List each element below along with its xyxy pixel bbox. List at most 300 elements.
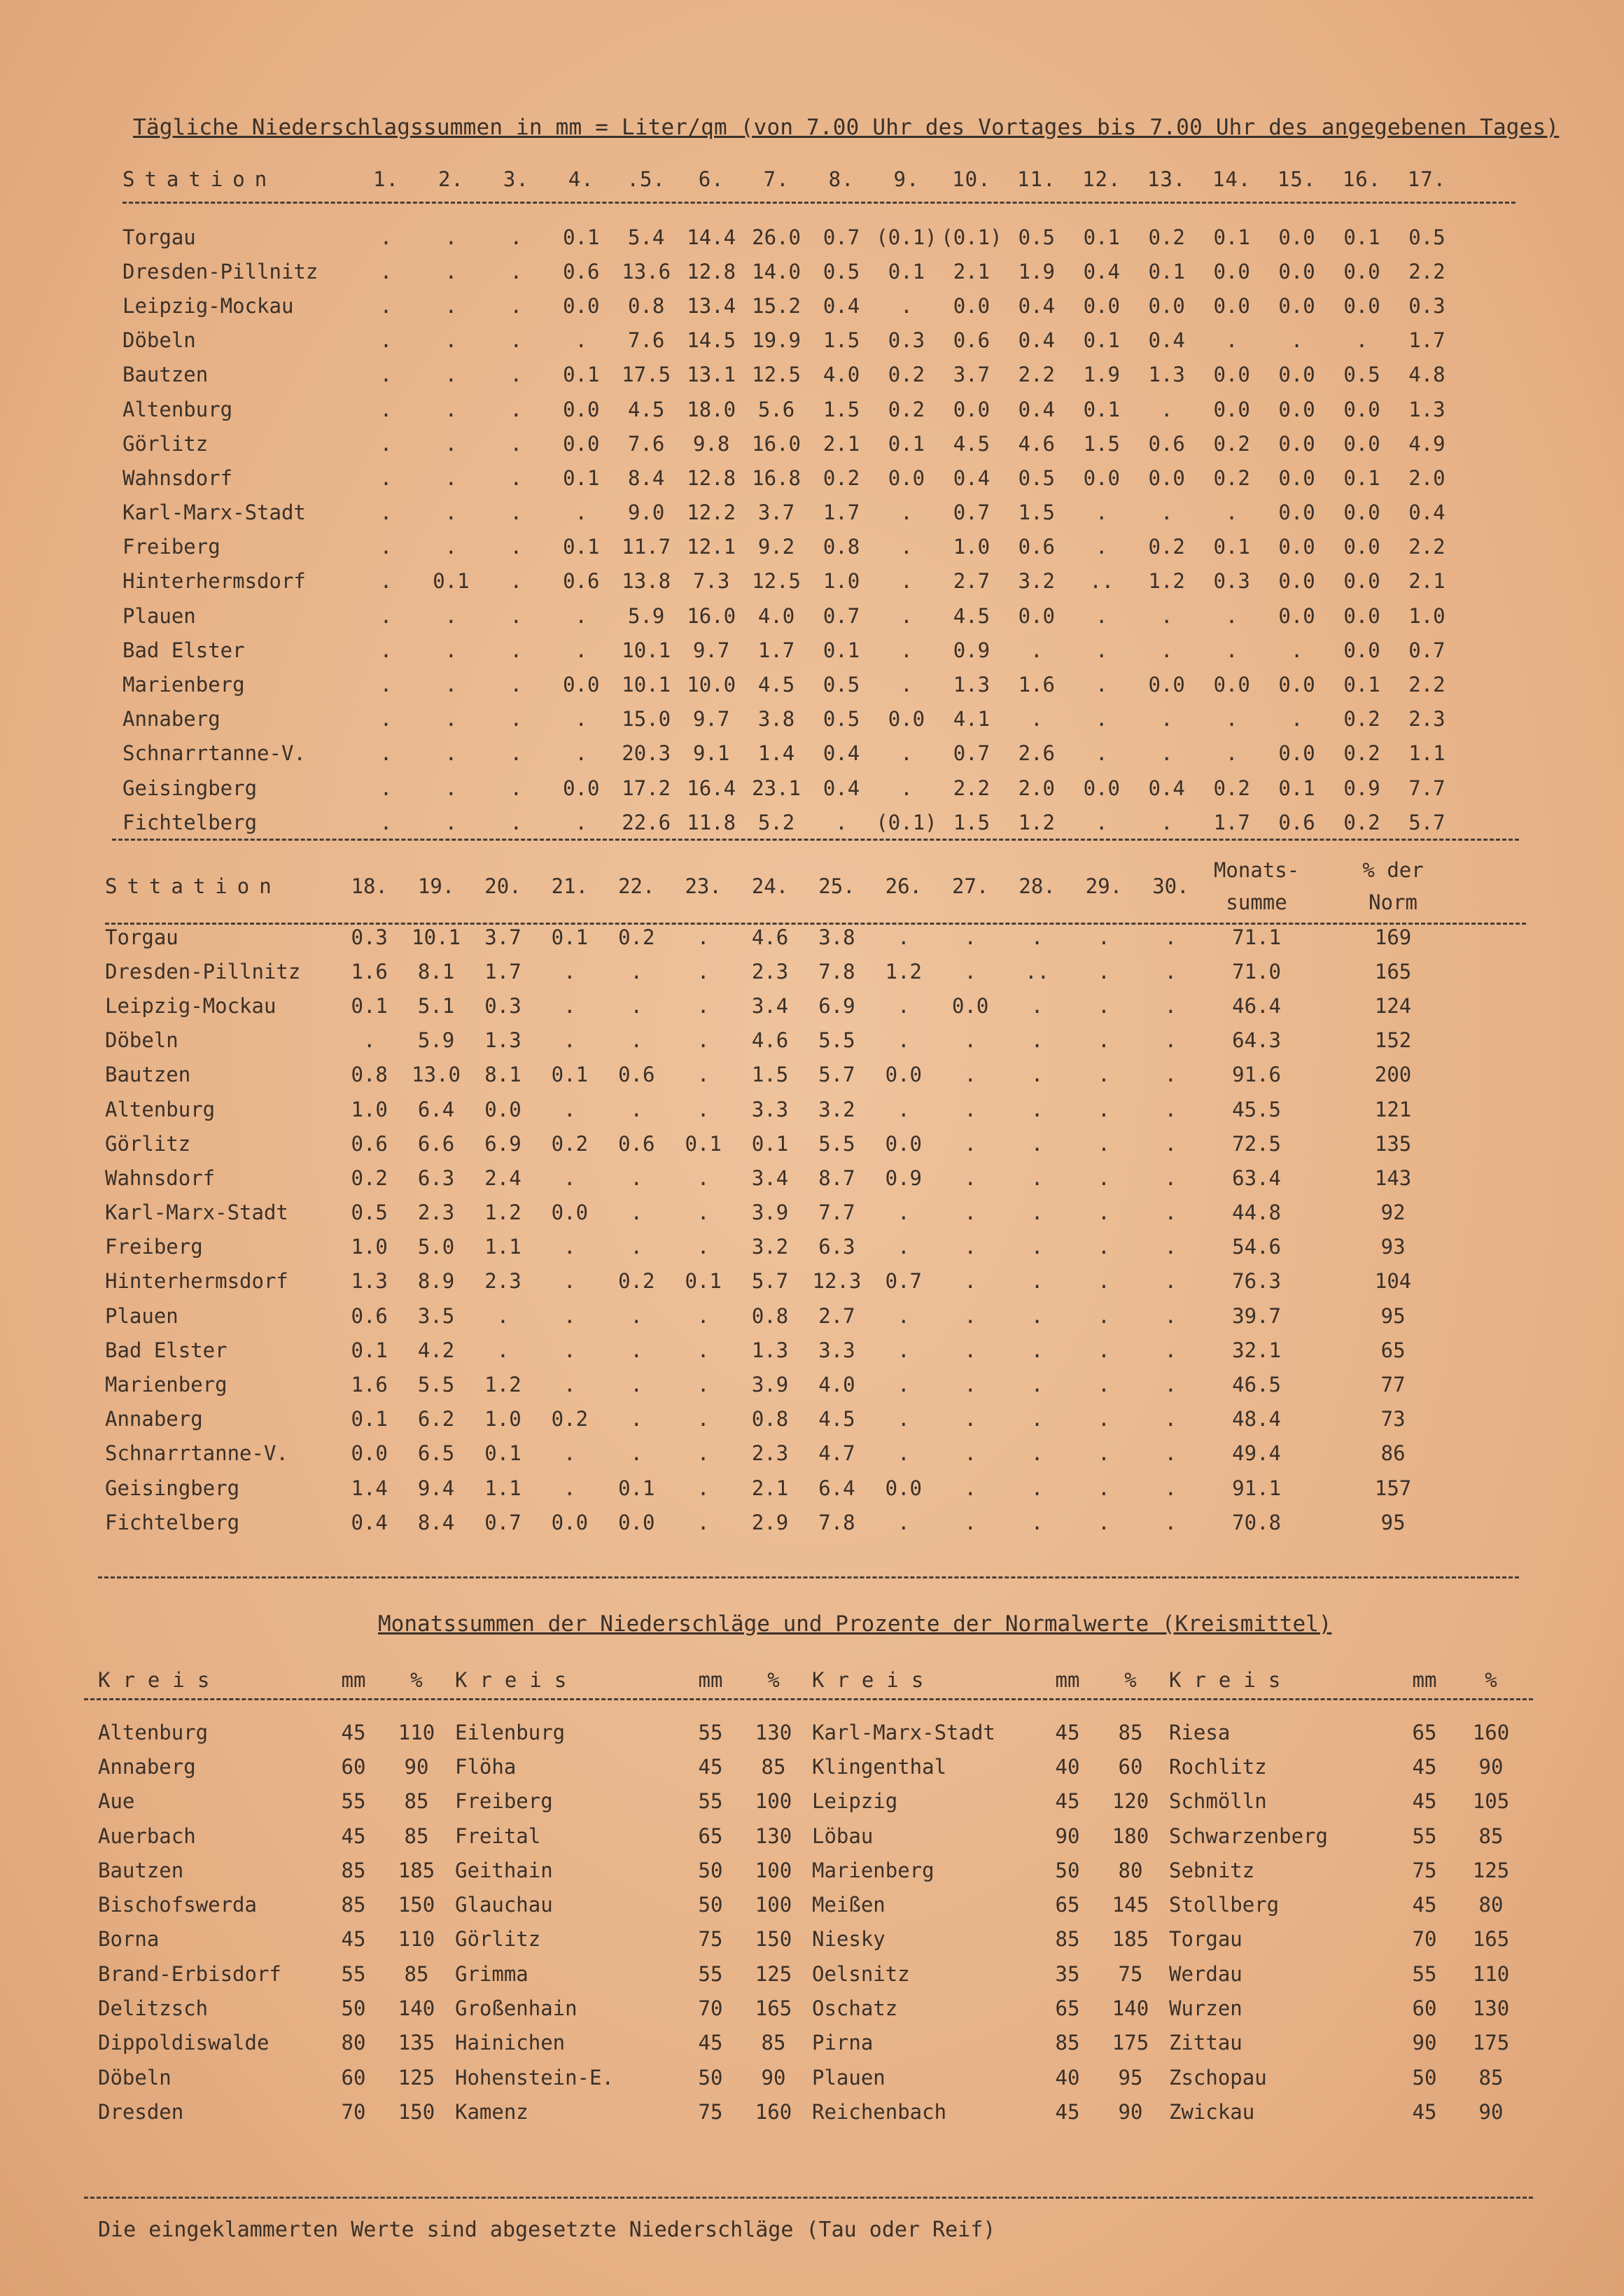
precipitation-value: 4.0 xyxy=(818,1373,855,1397)
day-column-header: 22. xyxy=(618,874,655,898)
kreis-mm-value: 55 xyxy=(1412,1823,1437,1848)
kreis-name: Klingenthal xyxy=(812,1754,947,1779)
day-column-header: 30. xyxy=(1152,874,1189,898)
precipitation-value: 6.9 xyxy=(484,1131,522,1156)
monthly-sum-value: 70.8 xyxy=(1232,1510,1281,1534)
kreis-name: Meißen xyxy=(812,1893,886,1917)
precipitation-value: 12.3 xyxy=(812,1269,862,1294)
precipitation-value: 0.0 xyxy=(551,1510,589,1534)
precipitation-value: . xyxy=(379,363,393,387)
day-column-header: .5. xyxy=(626,167,666,191)
precipitation-value: 2.9 xyxy=(751,1510,789,1534)
precipitation-value: 0.8 xyxy=(751,1303,789,1328)
precipitation-value: . xyxy=(1096,741,1108,766)
precipitation-value: 8.4 xyxy=(628,465,665,490)
precipitation-value: . xyxy=(630,1441,643,1466)
kreis-percent-value: 185 xyxy=(1112,1927,1149,1952)
monthly-sum-value: 45.5 xyxy=(1232,1097,1281,1121)
precipitation-value: 0.0 xyxy=(1278,397,1315,421)
table-row xyxy=(105,1230,1477,1264)
kreis-percent-value: 110 xyxy=(398,1927,435,1952)
precipitation-value: 9.8 xyxy=(692,431,730,456)
precipitation-value: . xyxy=(1030,1235,1044,1259)
precipitation-value: . xyxy=(1164,1303,1177,1328)
precipitation-value: . xyxy=(696,1063,710,1087)
precipitation-value: . xyxy=(696,959,710,983)
day-column-header: 14. xyxy=(1212,167,1252,191)
precipitation-value: . xyxy=(444,225,458,249)
precipitation-value: 0.0 xyxy=(885,1131,923,1156)
precipitation-value: 0.2 xyxy=(1213,431,1250,456)
precipitation-value: . xyxy=(696,1028,710,1053)
kreis-name: Delitzsch xyxy=(98,1996,209,2021)
precipitation-value: 5.6 xyxy=(757,397,795,421)
precipitation-value: 0.7 xyxy=(484,1510,522,1534)
precipitation-value: . xyxy=(964,1028,976,1053)
precipitation-value: 12.8 xyxy=(687,465,736,490)
precipitation-value: . xyxy=(964,1200,976,1225)
precipitation-value: 15.2 xyxy=(752,293,802,318)
kreis-percent-value: 75 xyxy=(1118,1961,1143,1986)
precipitation-value: 0.3 xyxy=(351,925,388,949)
precipitation-value: . xyxy=(444,397,458,421)
precipitation-value: 0.5 xyxy=(1018,465,1056,490)
precipitation-value: . xyxy=(1098,1373,1110,1397)
station-name: Torgau xyxy=(105,925,178,949)
precipitation-value: . xyxy=(379,225,393,249)
station-name: Schnarrtanne-V. xyxy=(122,741,306,766)
kreis-name: Karl-Marx-Stadt xyxy=(812,1720,995,1744)
precipitation-value: . xyxy=(964,925,976,949)
kreis-mm-value: 70 xyxy=(1412,1927,1437,1952)
precipitation-value: . xyxy=(444,707,458,732)
precipitation-value: . xyxy=(564,1097,576,1121)
precipitation-value: . xyxy=(900,741,913,766)
precipitation-value: 7.6 xyxy=(628,328,665,353)
precipitation-value: 9.7 xyxy=(692,707,730,732)
precipitation-value: . xyxy=(444,535,458,559)
precipitation-value: 1.2 xyxy=(484,1373,522,1397)
precipitation-value: 9.2 xyxy=(757,535,795,559)
station-name: Görlitz xyxy=(105,1131,191,1156)
kreis-percent-value: 85 xyxy=(404,1789,429,1814)
precipitation-value: . xyxy=(1290,707,1303,732)
precipitation-value: . xyxy=(510,535,523,559)
precipitation-value: 7.8 xyxy=(818,959,855,983)
precipitation-value: 1.1 xyxy=(484,1476,522,1500)
precipitation-value: 0.0 xyxy=(1213,259,1250,284)
kreis-percent-value: 150 xyxy=(755,1927,792,1952)
precipitation-value: 1.5 xyxy=(1018,500,1056,525)
precipitation-value: . xyxy=(964,1303,976,1328)
precipitation-value: . xyxy=(444,741,458,766)
precipitation-value: 0.2 xyxy=(1343,810,1380,834)
precipitation-value: 4.6 xyxy=(751,925,789,949)
table-row xyxy=(122,392,1460,426)
precipitation-value: . xyxy=(1096,535,1108,559)
precipitation-value: 8.1 xyxy=(417,959,455,983)
day-column-header: 20. xyxy=(484,874,522,898)
station-name: Fichtelberg xyxy=(105,1510,240,1534)
precipitation-value: 2.3 xyxy=(417,1200,455,1225)
precipitation-value: 0.4 xyxy=(953,465,990,490)
precipitation-value: 5.7 xyxy=(751,1269,789,1294)
precipitation-value: 0.4 xyxy=(351,1510,388,1534)
station-name: Bautzen xyxy=(105,1063,191,1087)
precipitation-value: . xyxy=(1160,500,1173,525)
station-name: Freiberg xyxy=(122,535,220,559)
precipitation-value: 0.1 xyxy=(563,225,600,249)
kreis-name: Niesky xyxy=(812,1927,886,1952)
kreis-percent-value: 130 xyxy=(755,1823,792,1848)
kreis-mm-value: 40 xyxy=(1055,2065,1080,2090)
station-name: Karl-Marx-Stadt xyxy=(105,1200,288,1225)
kreis-percent-value: 90 xyxy=(1478,2099,1504,2124)
precipitation-value: . xyxy=(696,993,710,1018)
precipitation-value: . xyxy=(444,328,458,353)
precipitation-value: 2.3 xyxy=(751,959,789,983)
monthly-sum-value: 48.4 xyxy=(1232,1407,1281,1432)
precipitation-value: 0.2 xyxy=(888,397,925,421)
kreis-name: Schmölln xyxy=(1169,1789,1267,1814)
precipitation-value: . xyxy=(379,741,393,766)
percent-column-header: % xyxy=(1124,1668,1137,1692)
precipitation-value: 0.0 xyxy=(1343,397,1380,421)
precipitation-value: . xyxy=(379,707,393,732)
table-row xyxy=(105,1298,1477,1333)
precipitation-value: 0.0 xyxy=(563,673,600,697)
precipitation-value: 0.2 xyxy=(618,925,655,949)
precipitation-value: 0.0 xyxy=(1278,465,1315,490)
monthly-sum-value: 91.6 xyxy=(1232,1063,1281,1087)
precipitation-value: . xyxy=(900,673,913,697)
precipitation-value: 0.6 xyxy=(618,1063,655,1087)
precipitation-value: . xyxy=(630,1235,643,1259)
precipitation-value: . xyxy=(564,1235,576,1259)
precipitation-value: . xyxy=(510,363,523,387)
precipitation-value: 20.3 xyxy=(622,741,671,766)
kreis-mm-value: 40 xyxy=(1055,1754,1080,1779)
precipitation-value: 0.0 xyxy=(1343,638,1380,662)
precipitation-value: . xyxy=(964,1131,976,1156)
kreis-percent-value: 125 xyxy=(1472,1858,1510,1882)
day-column-header: 11. xyxy=(1017,167,1056,191)
kreis-percent-value: 100 xyxy=(755,1858,792,1882)
kreis-name: Grimma xyxy=(455,1961,528,1986)
precipitation-value: 3.2 xyxy=(818,1097,855,1121)
precipitation-value: .. xyxy=(1089,569,1114,594)
precipitation-value: 14.0 xyxy=(752,259,802,284)
precipitation-value: . xyxy=(696,1407,710,1432)
precipitation-value: . xyxy=(964,1407,976,1432)
kreis-name: Dippoldiswalde xyxy=(98,2031,270,2055)
day-column-header: 10. xyxy=(952,167,991,191)
precipitation-value: . xyxy=(510,707,523,732)
precipitation-value: 0.5 xyxy=(822,259,860,284)
precipitation-value: 0.0 xyxy=(551,1200,589,1225)
monthly-sum-value: 63.4 xyxy=(1232,1166,1281,1190)
precipitation-value: . xyxy=(964,1441,976,1466)
precipitation-value: . xyxy=(897,1407,910,1432)
precipitation-value: 14.5 xyxy=(687,328,736,353)
percent-of-norm-value: 200 xyxy=(1374,1063,1412,1087)
day-column-header: 27. xyxy=(952,874,989,898)
precipitation-value: 1.0 xyxy=(351,1235,388,1259)
daily-precipitation-title: Tägliche Niederschlagssummen in mm = Liter/qm (von 7.00 Uhr des Vortages bis 7.00 Uhr des angegebenen Tages) xyxy=(133,115,1560,140)
precipitation-value: 0.7 xyxy=(822,225,860,249)
kreis-percent-value: 85 xyxy=(761,2031,786,2055)
table-row xyxy=(105,1196,1477,1230)
precipitation-value: . xyxy=(1030,1338,1044,1362)
precipitation-value: 0.0 xyxy=(563,431,600,456)
precipitation-value: 0.0 xyxy=(1343,535,1380,559)
precipitation-value: . xyxy=(964,1338,976,1362)
table2-bottom-divider xyxy=(98,1576,1519,1578)
kreis-name: Kamenz xyxy=(455,2099,528,2124)
precipitation-value: 8.7 xyxy=(818,1166,855,1190)
precipitation-value: 0.0 xyxy=(351,1441,388,1466)
precipitation-value: 6.6 xyxy=(417,1131,455,1156)
precipitation-value: . xyxy=(630,1338,643,1362)
kreis-mm-value: 50 xyxy=(1412,2065,1437,2090)
precipitation-value: 5.0 xyxy=(417,1235,455,1259)
precipitation-value: 0.1 xyxy=(551,925,589,949)
percent-of-norm-value: 121 xyxy=(1374,1097,1412,1121)
precipitation-value: 6.3 xyxy=(417,1166,455,1190)
precipitation-value: 0.4 xyxy=(822,293,860,318)
station-name: Fichtelberg xyxy=(122,810,258,834)
precipitation-value: 2.4 xyxy=(484,1166,522,1190)
day-column-header: 24. xyxy=(751,874,789,898)
precipitation-value: 0.4 xyxy=(822,776,860,800)
precipitation-value: 0.4 xyxy=(1148,776,1185,800)
table-row xyxy=(122,358,1460,392)
precipitation-value: 0.6 xyxy=(953,328,990,353)
precipitation-value: 3.9 xyxy=(751,1200,789,1225)
precipitation-value: . xyxy=(444,500,458,525)
precipitation-value: 0.2 xyxy=(1343,707,1380,732)
precipitation-value: . xyxy=(379,638,393,662)
kreis-mm-value: 45 xyxy=(341,1720,366,1744)
kreis-percent-value: 130 xyxy=(1472,1996,1510,2021)
station-name: Freiberg xyxy=(105,1235,203,1259)
precipitation-value: 1.5 xyxy=(822,397,860,421)
precipitation-value: 3.4 xyxy=(751,1166,789,1190)
precipitation-value: 1.5 xyxy=(1083,431,1120,456)
precipitation-value: 0.0 xyxy=(1213,673,1250,697)
kreis-name: Oelsnitz xyxy=(812,1961,910,1986)
table-row xyxy=(122,220,1460,254)
precipitation-value: . xyxy=(1164,1373,1177,1397)
precipitation-value: 0.0 xyxy=(1148,293,1185,318)
precipitation-value: . xyxy=(1030,993,1044,1018)
precipitation-value: 15.0 xyxy=(622,707,671,732)
precipitation-value: 0.0 xyxy=(1213,363,1250,387)
monthly-sum-value: 39.7 xyxy=(1232,1303,1281,1328)
precipitation-value: 0.1 xyxy=(685,1131,722,1156)
mm-column-header: mm xyxy=(1055,1668,1080,1692)
precipitation-value: . xyxy=(379,465,393,490)
kreis-percent-value: 140 xyxy=(398,1996,435,2021)
kreis-mm-value: 45 xyxy=(1412,1893,1437,1917)
precipitation-value: 4.0 xyxy=(757,603,795,628)
percent-of-norm-value: 93 xyxy=(1380,1235,1406,1259)
precipitation-value: . xyxy=(1164,1166,1177,1190)
footnote-divider xyxy=(84,2197,1533,2199)
precipitation-value: . xyxy=(379,603,393,628)
precipitation-value: . xyxy=(897,1028,910,1053)
precipitation-value: . xyxy=(575,707,588,732)
percent-of-norm-header xyxy=(1309,853,1477,920)
precipitation-value: 0.6 xyxy=(1018,535,1056,559)
precipitation-value: 1.0 xyxy=(351,1097,388,1121)
precipitation-value: . xyxy=(1355,328,1368,353)
precipitation-value: 0.1 xyxy=(618,1476,655,1500)
precipitation-value: 6.4 xyxy=(417,1097,455,1121)
precipitation-value: 0.1 xyxy=(551,1063,589,1087)
precipitation-value: 5.7 xyxy=(1408,810,1446,834)
precipitation-value: . xyxy=(897,1338,910,1362)
percent-of-norm-value: 95 xyxy=(1380,1303,1406,1328)
precipitation-value: . xyxy=(1098,1269,1110,1294)
precipitation-value: 0.1 xyxy=(685,1269,722,1294)
precipitation-value: . xyxy=(696,1373,710,1397)
station-name: Döbeln xyxy=(122,328,196,353)
precipitation-value: 0.6 xyxy=(563,259,600,284)
table-row xyxy=(98,1887,1533,1921)
precipitation-value: 16.4 xyxy=(687,776,736,800)
table-row xyxy=(122,254,1460,288)
precipitation-value: 9.7 xyxy=(692,638,730,662)
precipitation-value: . xyxy=(444,431,458,456)
precipitation-value: . xyxy=(1164,1510,1177,1534)
kreis-percent-value: 85 xyxy=(761,1754,786,1779)
kreis-percent-value: 95 xyxy=(1118,2065,1143,2090)
precipitation-value: 6.5 xyxy=(417,1441,455,1466)
precipitation-value: . xyxy=(510,328,523,353)
precipitation-value: 4.2 xyxy=(417,1338,455,1362)
precipitation-value: .. xyxy=(1025,959,1050,983)
precipitation-value: . xyxy=(444,673,458,697)
precipitation-value: . xyxy=(1098,1441,1110,1466)
kreis-name: Freital xyxy=(455,1823,541,1848)
precipitation-value: 4.5 xyxy=(628,397,665,421)
table-row xyxy=(98,1819,1533,1853)
precipitation-value: . xyxy=(696,1097,710,1121)
table-row xyxy=(122,323,1460,358)
precipitation-value: 1.3 xyxy=(953,673,990,697)
precipitation-value: 0.9 xyxy=(1343,776,1380,800)
percent-of-norm-value: 135 xyxy=(1374,1131,1412,1156)
kreis-column-header: Kreis xyxy=(1169,1668,1294,1692)
day-column-header: 13. xyxy=(1147,167,1186,191)
kreis-name: Aue xyxy=(98,1789,135,1814)
mm-column-header: mm xyxy=(1412,1668,1437,1692)
kreis-name: Reichenbach xyxy=(812,2099,947,2124)
precipitation-value: 1.9 xyxy=(1083,363,1120,387)
kreis-mm-value: 55 xyxy=(341,1961,366,1986)
precipitation-value: . xyxy=(564,1441,576,1466)
precipitation-value: 0.3 xyxy=(1408,293,1446,318)
precipitation-value: 0.0 xyxy=(1343,569,1380,594)
precipitation-value: . xyxy=(1160,741,1173,766)
precipitation-value: . xyxy=(379,328,393,353)
precipitation-value: 0.0 xyxy=(1148,673,1185,697)
table-row xyxy=(98,1956,1533,1991)
precipitation-value: . xyxy=(564,1303,576,1328)
kreis-name: Geithain xyxy=(455,1858,553,1882)
kreis-name: Borna xyxy=(98,1927,160,1952)
precipitation-value: . xyxy=(897,1373,910,1397)
precipitation-value: 12.5 xyxy=(752,363,802,387)
precipitation-value: 6.4 xyxy=(818,1476,855,1500)
table-row xyxy=(98,1715,1533,1749)
kreis-name: Annaberg xyxy=(98,1754,196,1779)
precipitation-value: . xyxy=(1164,925,1177,949)
kreis-mm-value: 80 xyxy=(341,2031,366,2055)
kreis-percent-value: 165 xyxy=(755,1996,792,2021)
kreis-percent-value: 130 xyxy=(755,1720,792,1744)
station-name: Marienberg xyxy=(122,673,245,697)
precipitation-value: . xyxy=(1030,1407,1044,1432)
table-row xyxy=(122,496,1460,530)
precipitation-value: 3.7 xyxy=(953,363,990,387)
station-name: Dresden-Pillnitz xyxy=(105,959,301,983)
precipitation-value: 1.5 xyxy=(822,328,860,353)
day-column-header: 15. xyxy=(1277,167,1317,191)
precipitation-value: 0.0 xyxy=(1278,603,1315,628)
precipitation-value: . xyxy=(1164,1476,1177,1500)
day-column-header: 12. xyxy=(1082,167,1121,191)
precipitation-value: . xyxy=(1225,707,1238,732)
precipitation-value: 2.2 xyxy=(1018,363,1056,387)
precipitation-value: 0.8 xyxy=(351,1063,388,1087)
precipitation-value: . xyxy=(575,638,588,662)
precipitation-value: 0.0 xyxy=(1213,397,1250,421)
precipitation-value: 1.3 xyxy=(1408,397,1446,421)
precipitation-value: . xyxy=(696,1166,710,1190)
precipitation-value: . xyxy=(379,776,393,800)
precipitation-value: 1.5 xyxy=(751,1063,789,1087)
precipitation-value: . xyxy=(1096,638,1108,662)
precipitation-value: 3.4 xyxy=(751,993,789,1018)
table-row xyxy=(105,1471,1477,1505)
kreis-name: Schwarzenberg xyxy=(1169,1823,1328,1848)
kreis-name: Sebnitz xyxy=(1169,1858,1255,1882)
precipitation-value: 7.7 xyxy=(1408,776,1446,800)
precipitation-value: 17.2 xyxy=(622,776,671,800)
precipitation-value: 0.1 xyxy=(1343,673,1380,697)
monthly-sum-value: 76.3 xyxy=(1232,1269,1281,1294)
precipitation-value: . xyxy=(1164,1269,1177,1294)
precipitation-value: 5.1 xyxy=(417,993,455,1018)
kreis-name: Bautzen xyxy=(98,1858,184,1882)
precipitation-value: . xyxy=(1225,741,1238,766)
kreis-mm-value: 85 xyxy=(1055,2031,1080,2055)
day-column-header: 26. xyxy=(885,874,923,898)
precipitation-value: 2.1 xyxy=(1408,569,1446,594)
precipitation-value: 17.5 xyxy=(622,363,671,387)
precipitation-value: . xyxy=(696,1338,710,1362)
precipitation-value: . xyxy=(1030,1373,1044,1397)
kreis-mm-value: 85 xyxy=(1055,1927,1080,1952)
precipitation-value: . xyxy=(696,1303,710,1328)
table-row xyxy=(105,1402,1477,1436)
precipitation-value: 0.9 xyxy=(953,638,990,662)
kreis-name: Zschopau xyxy=(1169,2065,1267,2090)
kreis-percent-value: 80 xyxy=(1118,1858,1143,1882)
precipitation-value: 5.2 xyxy=(757,810,795,834)
